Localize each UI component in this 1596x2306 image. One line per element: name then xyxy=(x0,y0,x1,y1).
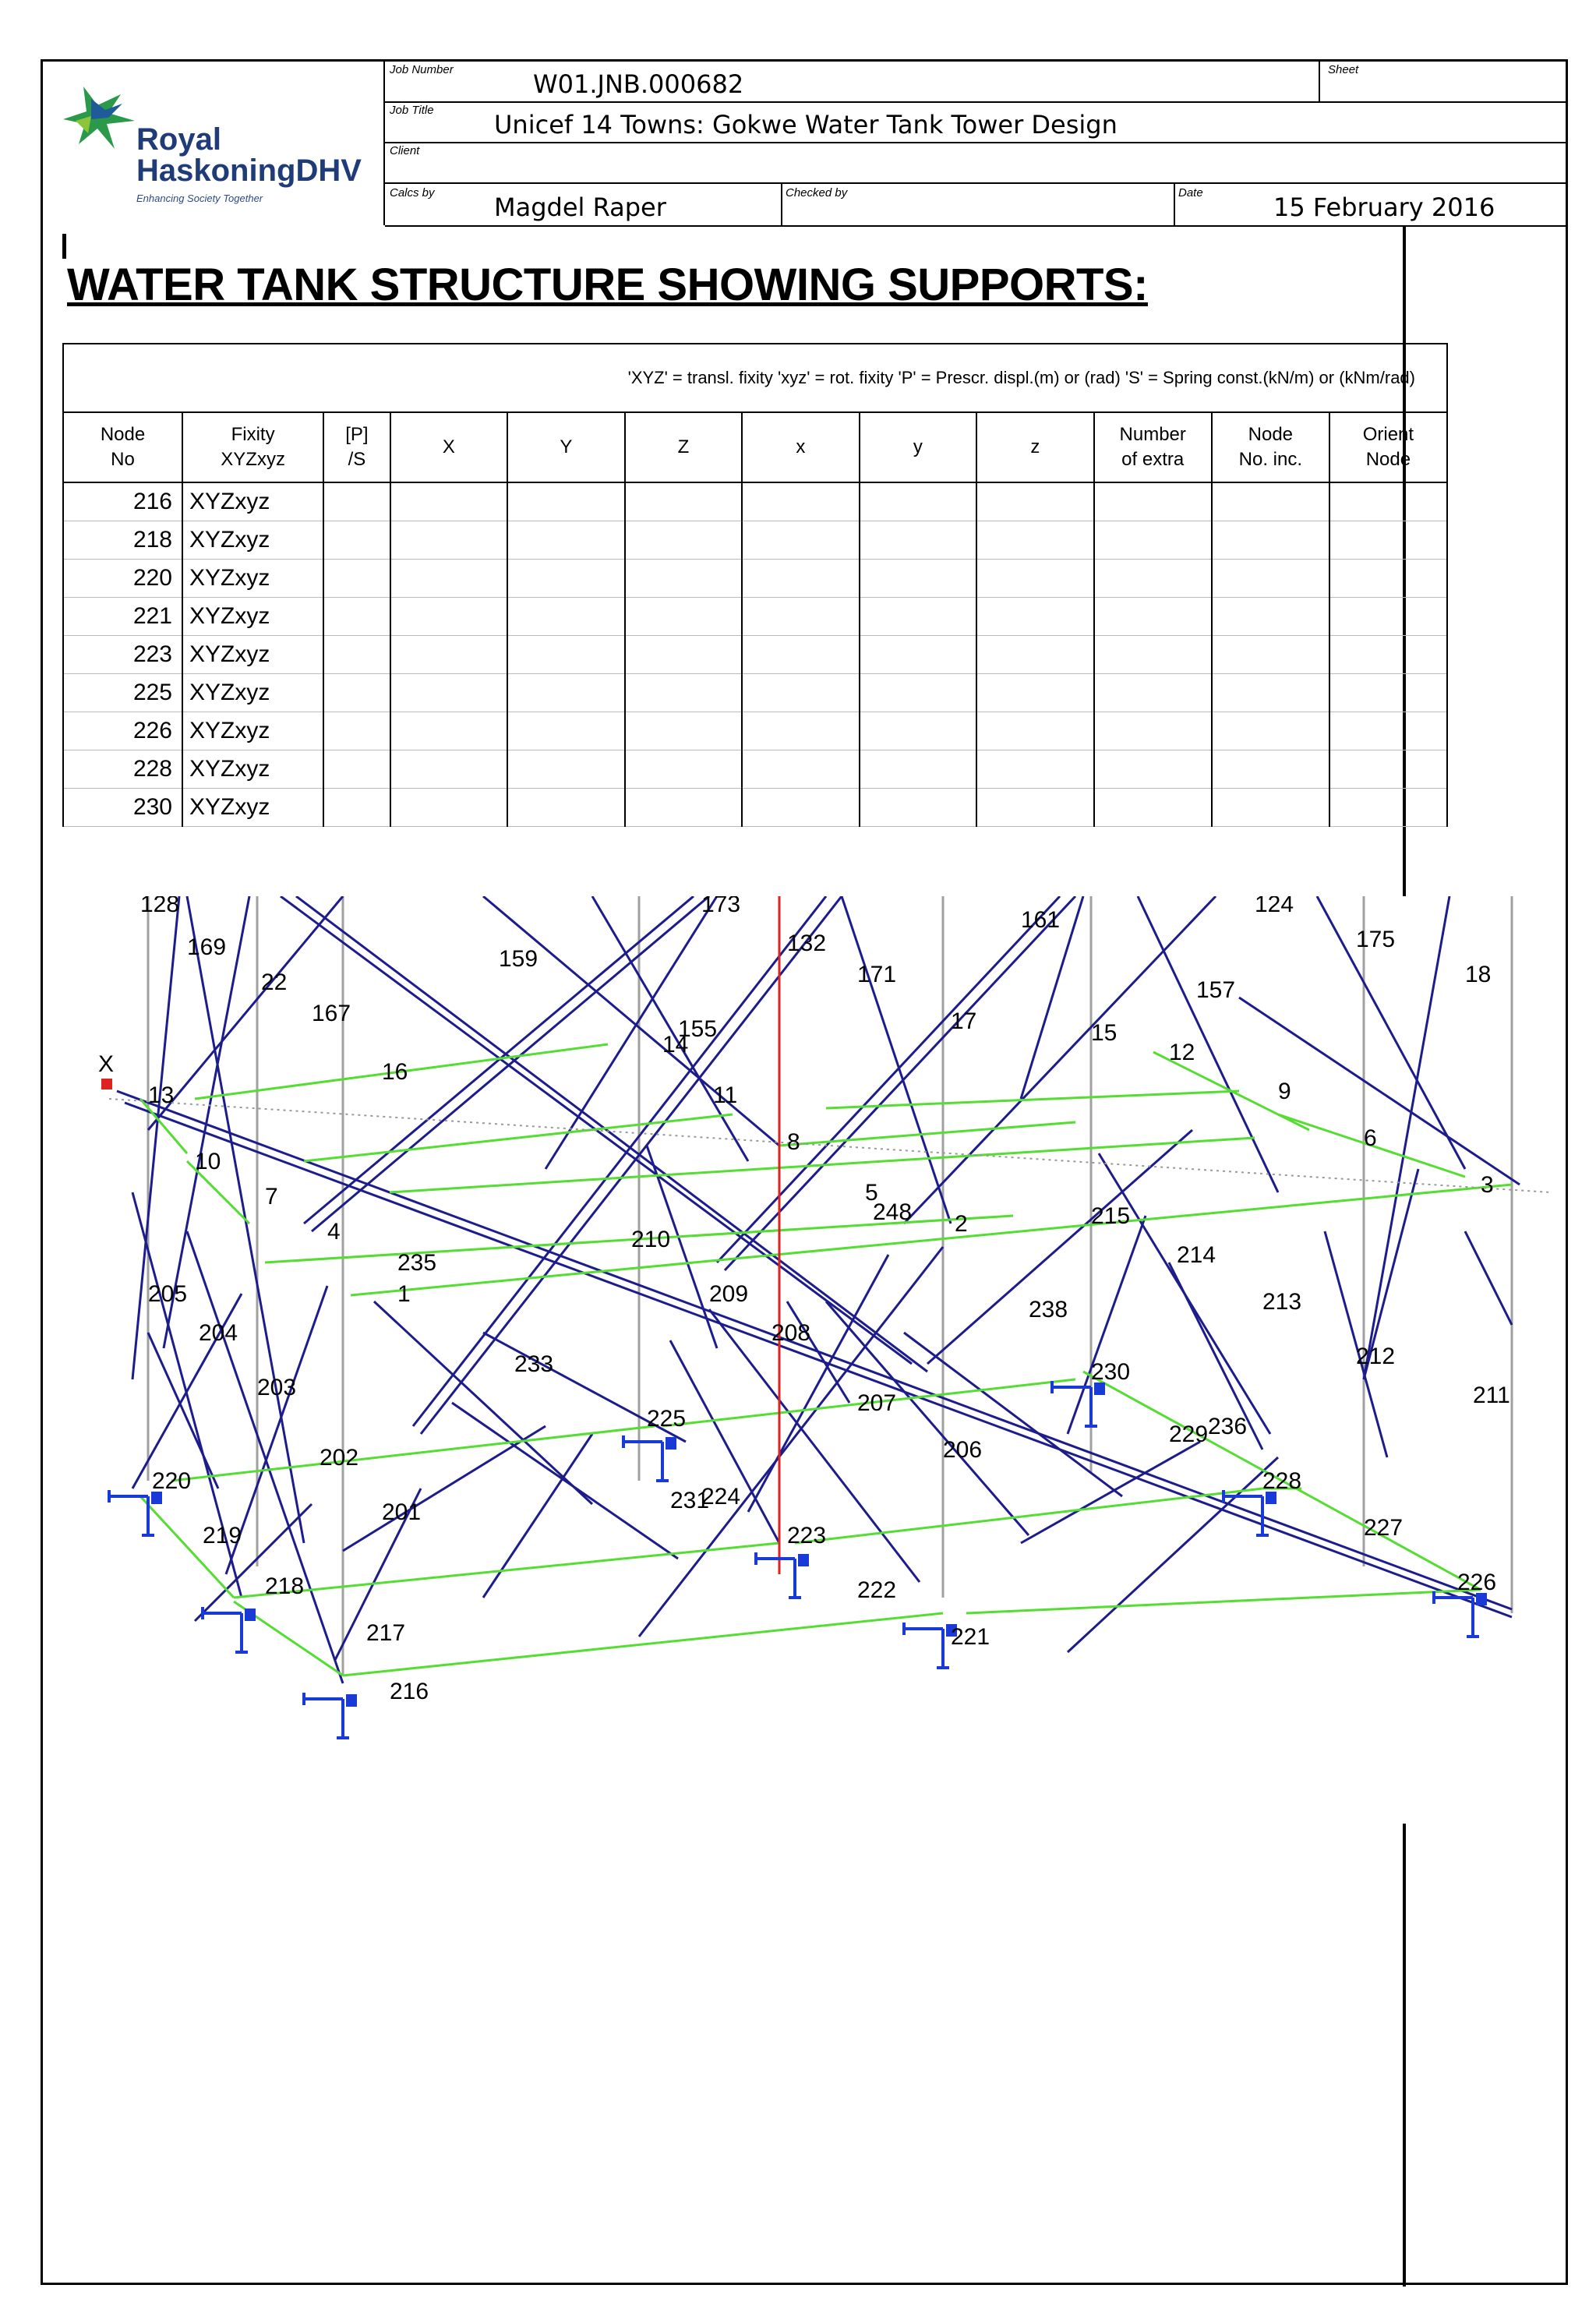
empty-cell xyxy=(860,560,976,598)
column-header-2 xyxy=(323,412,390,482)
job-title-label: Job Title xyxy=(390,104,434,117)
table-row xyxy=(63,560,1447,598)
brace-member xyxy=(195,1504,312,1621)
node-label: 13 xyxy=(148,1082,175,1108)
logo-cell xyxy=(43,62,385,225)
empty-cell xyxy=(625,750,743,789)
empty-cell xyxy=(507,560,625,598)
empty-cell xyxy=(1212,560,1329,598)
empty-cell xyxy=(1094,636,1212,674)
empty-cell xyxy=(507,789,625,827)
empty-cell xyxy=(1212,482,1329,521)
table-header-row xyxy=(63,412,1447,482)
axis-label-x: X xyxy=(98,1051,115,1077)
column-header-line1: Orient xyxy=(1362,424,1414,445)
node-label: 175 xyxy=(1356,927,1396,952)
empty-cell xyxy=(976,598,1093,636)
node-label: 7 xyxy=(265,1184,278,1210)
page-title: WATER TANK STRUCTURE SHOWING SUPPORTS: xyxy=(67,260,1148,310)
empty-cell xyxy=(390,636,508,674)
empty-cell xyxy=(1212,712,1329,750)
node-label: 18 xyxy=(1465,962,1492,987)
node-label: 225 xyxy=(647,1406,687,1432)
logo-name-line1: Royal xyxy=(136,122,221,157)
column-header-line2: XYZxyz xyxy=(221,449,285,470)
node-label: 215 xyxy=(1091,1203,1131,1229)
checked-cell-divider xyxy=(781,183,782,225)
empty-cell xyxy=(860,482,976,521)
empty-cell xyxy=(976,482,1093,521)
node-label: 204 xyxy=(199,1320,238,1346)
column-header-line1: z xyxy=(1030,436,1040,457)
column-header-line1: Number xyxy=(1119,424,1186,445)
empty-cell xyxy=(1094,482,1212,521)
job-title-value: Unicef 14 Towns: Gokwe Water Tank Tower Design xyxy=(494,110,1118,139)
empty-cell xyxy=(625,598,743,636)
empty-cell xyxy=(860,789,976,827)
node-label: 157 xyxy=(1196,977,1236,1003)
empty-cell xyxy=(976,521,1093,560)
job-number-label: Job Number xyxy=(390,63,454,76)
text-cursor-mark xyxy=(62,234,66,259)
node-label: 248 xyxy=(873,1199,913,1225)
empty-cell xyxy=(390,521,508,560)
node-label: 236 xyxy=(1208,1414,1248,1439)
empty-cell xyxy=(1329,750,1447,789)
empty-cell xyxy=(507,636,625,674)
node-number-cell: 226 xyxy=(63,712,182,750)
node-label: 132 xyxy=(787,931,827,956)
empty-cell xyxy=(323,598,390,636)
node-label: 218 xyxy=(265,1573,305,1599)
node-number-cell: 216 xyxy=(63,482,182,521)
brace-member xyxy=(452,1403,678,1559)
empty-cell xyxy=(1329,521,1447,560)
node-label: 10 xyxy=(195,1149,221,1174)
header-row-job-number xyxy=(385,62,1566,103)
column-header-0 xyxy=(63,412,182,482)
support-symbol xyxy=(623,1436,676,1481)
empty-cell xyxy=(1094,598,1212,636)
empty-cell xyxy=(1212,674,1329,712)
logo-wordmark xyxy=(136,124,362,186)
node-label: 6 xyxy=(1364,1125,1377,1151)
support-symbol xyxy=(1434,1591,1487,1637)
empty-cell xyxy=(1329,636,1447,674)
date-value: 15 February 2016 xyxy=(1273,192,1495,222)
node-number-cell: 230 xyxy=(63,789,182,827)
empty-cell xyxy=(976,750,1093,789)
column-header-7 xyxy=(860,412,976,482)
fixity-cell: XYZxyz xyxy=(182,712,323,750)
empty-cell xyxy=(1094,789,1212,827)
diagram-ties xyxy=(140,1044,1512,1676)
brace-member xyxy=(483,896,779,1146)
brace-member xyxy=(413,896,826,1426)
node-label: 167 xyxy=(312,1001,351,1026)
column-header-line1: Y xyxy=(560,436,573,457)
empty-cell xyxy=(323,674,390,712)
column-header-line1: X xyxy=(442,436,455,457)
sheet-label: Sheet xyxy=(1328,63,1359,76)
node-label: 8 xyxy=(787,1129,800,1155)
node-label: 124 xyxy=(1255,896,1294,917)
table-row xyxy=(63,750,1447,789)
empty-cell xyxy=(742,560,859,598)
node-label: 211 xyxy=(1473,1383,1510,1408)
column-header-11 xyxy=(1329,412,1447,482)
empty-cell xyxy=(742,712,859,750)
node-label: 159 xyxy=(499,946,538,972)
node-label: 169 xyxy=(187,934,227,960)
node-label: 206 xyxy=(943,1437,983,1463)
node-label: 231 xyxy=(670,1488,710,1513)
node-label: 233 xyxy=(514,1351,554,1377)
column-header-6 xyxy=(742,412,859,482)
brace-member xyxy=(842,896,951,1224)
node-label: 202 xyxy=(320,1445,359,1471)
brace-member xyxy=(343,1426,546,1551)
column-header-line1: x xyxy=(796,436,806,457)
node-label: 171 xyxy=(857,962,897,987)
empty-cell xyxy=(625,560,743,598)
node-label: 17 xyxy=(951,1008,977,1034)
sheet-right-rule-lower xyxy=(1403,1824,1406,2287)
empty-cell xyxy=(625,712,743,750)
fixity-cell: XYZxyz xyxy=(182,750,323,789)
empty-cell xyxy=(390,712,508,750)
node-label: 22 xyxy=(261,969,288,995)
column-header-line1: Node xyxy=(1248,424,1294,445)
column-header-line1: Node xyxy=(100,424,146,445)
empty-cell xyxy=(1094,712,1212,750)
node-label: 228 xyxy=(1262,1468,1302,1494)
empty-cell xyxy=(976,789,1093,827)
column-header-line2: No. inc. xyxy=(1238,449,1303,470)
logo-tagline: Enhancing Society Together xyxy=(136,192,263,204)
column-header-line1: Z xyxy=(677,436,690,457)
column-header-line2: of extra xyxy=(1121,449,1185,470)
node-label: 217 xyxy=(366,1620,406,1646)
empty-cell xyxy=(1329,482,1447,521)
column-header-line2: /S xyxy=(348,449,366,470)
column-header-line2: No xyxy=(111,449,135,470)
node-label: 11 xyxy=(713,1082,738,1108)
node-label: 214 xyxy=(1177,1242,1216,1268)
empty-cell xyxy=(742,636,859,674)
node-label: 205 xyxy=(148,1281,188,1307)
node-label: 213 xyxy=(1262,1289,1302,1315)
node-label: 222 xyxy=(857,1577,897,1603)
tie-member xyxy=(826,1091,1239,1108)
support-fixity-table xyxy=(62,343,1448,827)
column-header-line1: y xyxy=(913,436,923,457)
empty-cell xyxy=(860,521,976,560)
fixity-cell: XYZxyz xyxy=(182,560,323,598)
node-label: 4 xyxy=(327,1219,341,1245)
header-row-client xyxy=(385,143,1566,184)
brace-member xyxy=(1068,1216,1146,1434)
column-header-4 xyxy=(507,412,625,482)
support-symbol xyxy=(203,1607,256,1652)
node-number-cell: 218 xyxy=(63,521,182,560)
node-label: 201 xyxy=(382,1499,422,1525)
empty-cell xyxy=(323,750,390,789)
fixity-cell: XYZxyz xyxy=(182,636,323,674)
node-label: 219 xyxy=(203,1523,242,1549)
logo-name-line2: HaskoningDHV xyxy=(136,154,362,188)
empty-cell xyxy=(1212,789,1329,827)
empty-cell xyxy=(507,750,625,789)
node-label: 226 xyxy=(1457,1570,1497,1595)
empty-cell xyxy=(1094,674,1212,712)
empty-cell xyxy=(625,789,743,827)
empty-cell xyxy=(1329,674,1447,712)
node-label: 203 xyxy=(257,1375,297,1400)
table-row xyxy=(63,636,1447,674)
node-label: 173 xyxy=(701,896,741,917)
node-label: 16 xyxy=(382,1059,408,1085)
empty-cell xyxy=(1212,521,1329,560)
support-block xyxy=(798,1554,809,1566)
empty-cell xyxy=(625,636,743,674)
empty-cell xyxy=(1212,598,1329,636)
fixity-cell: XYZxyz xyxy=(182,674,323,712)
tie-member xyxy=(343,1613,943,1676)
empty-cell xyxy=(323,789,390,827)
empty-cell xyxy=(1212,636,1329,674)
empty-cell xyxy=(390,560,508,598)
tie-member xyxy=(171,1426,655,1481)
table-row xyxy=(63,482,1447,521)
table-row xyxy=(63,789,1447,827)
support-symbol xyxy=(756,1552,809,1598)
empty-cell xyxy=(860,674,976,712)
empty-cell xyxy=(1094,750,1212,789)
support-symbol xyxy=(304,1693,357,1738)
empty-cell xyxy=(860,598,976,636)
empty-cell xyxy=(1094,560,1212,598)
table-legend-row xyxy=(63,344,1447,412)
date-label: Date xyxy=(1178,186,1203,200)
brace-member xyxy=(1138,896,1278,1192)
node-number-cell: 223 xyxy=(63,636,182,674)
table-row xyxy=(63,674,1447,712)
node-label: 230 xyxy=(1091,1359,1131,1385)
node-label: 221 xyxy=(951,1624,990,1650)
empty-cell xyxy=(625,482,743,521)
node-label: 229 xyxy=(1169,1421,1209,1447)
node-label: 223 xyxy=(787,1523,827,1549)
empty-cell xyxy=(1329,712,1447,750)
empty-cell xyxy=(742,750,859,789)
empty-cell xyxy=(976,560,1093,598)
column-header-3 xyxy=(390,412,508,482)
node-label: 161 xyxy=(1021,907,1061,933)
header-row-job-title xyxy=(385,102,1566,143)
empty-cell xyxy=(323,712,390,750)
node-label: 212 xyxy=(1356,1344,1396,1369)
node-label: 209 xyxy=(709,1281,749,1307)
date-cell-divider xyxy=(1174,183,1175,225)
node-label: 128 xyxy=(140,896,180,917)
empty-cell xyxy=(860,750,976,789)
fixity-cell: XYZxyz xyxy=(182,521,323,560)
header-row-calcs xyxy=(385,183,1566,227)
empty-cell xyxy=(323,521,390,560)
tie-member xyxy=(966,1590,1481,1613)
support-block xyxy=(346,1694,357,1707)
empty-cell xyxy=(1329,598,1447,636)
fixity-cell: XYZxyz xyxy=(182,789,323,827)
node-label: 224 xyxy=(701,1484,741,1510)
empty-cell xyxy=(507,712,625,750)
node-number-cell: 225 xyxy=(63,674,182,712)
node-label: 2 xyxy=(955,1211,968,1237)
empty-cell xyxy=(742,521,859,560)
empty-cell xyxy=(507,674,625,712)
node-label: 15 xyxy=(1091,1020,1118,1046)
diagram-columns xyxy=(148,896,1512,1676)
empty-cell xyxy=(742,674,859,712)
empty-cell xyxy=(507,482,625,521)
fixity-cell: XYZxyz xyxy=(182,482,323,521)
node-label: 155 xyxy=(678,1016,718,1042)
table-row xyxy=(63,521,1447,560)
brace-member xyxy=(296,896,927,1372)
empty-cell xyxy=(1094,521,1212,560)
empty-cell xyxy=(323,482,390,521)
fixity-legend: 'XYZ' = transl. fixity 'xyz' = rot. fixity 'P' = Prescr. displ.(m) or (rad) 'S' = Spring const.(kN/m) or (kNm/rad) xyxy=(63,344,1447,412)
column-header-9 xyxy=(1094,412,1212,482)
fixity-cell: XYZxyz xyxy=(182,598,323,636)
empty-cell xyxy=(390,598,508,636)
brace-member xyxy=(1465,1231,1512,1325)
empty-cell xyxy=(323,560,390,598)
node-label: 235 xyxy=(397,1250,437,1276)
empty-cell xyxy=(976,674,1093,712)
empty-cell xyxy=(976,712,1093,750)
node-number-cell: 221 xyxy=(63,598,182,636)
empty-cell xyxy=(390,482,508,521)
node-label: 3 xyxy=(1481,1172,1494,1198)
checked-by-label: Checked by xyxy=(786,186,848,200)
client-label: Client xyxy=(390,144,420,157)
empty-cell xyxy=(625,674,743,712)
empty-cell xyxy=(976,636,1093,674)
column-header-line1: [P] xyxy=(345,424,369,445)
job-number-value: W01.JNB.000682 xyxy=(533,69,744,99)
empty-cell xyxy=(507,521,625,560)
node-label: 238 xyxy=(1029,1297,1068,1323)
empty-cell xyxy=(390,750,508,789)
empty-cell xyxy=(860,636,976,674)
brace-member xyxy=(483,1434,592,1598)
node-label: 12 xyxy=(1169,1040,1195,1065)
empty-cell xyxy=(390,789,508,827)
node-label: 5 xyxy=(865,1180,878,1206)
node-label: 1 xyxy=(397,1281,411,1307)
empty-cell xyxy=(390,674,508,712)
axis-origin-marker xyxy=(101,1079,112,1089)
column-header-line2: Node xyxy=(1365,449,1411,470)
brace-member xyxy=(374,1301,592,1504)
node-label: 220 xyxy=(152,1468,192,1494)
node-label: 210 xyxy=(631,1227,671,1252)
sheet-cell-divider xyxy=(1319,62,1320,101)
node-number-cell: 220 xyxy=(63,560,182,598)
column-header-line1: Fixity xyxy=(231,424,275,445)
calcs-by-label: Calcs by xyxy=(390,186,435,200)
node-label: 227 xyxy=(1364,1515,1404,1541)
column-header-5 xyxy=(625,412,743,482)
empty-cell xyxy=(507,598,625,636)
node-label: 207 xyxy=(857,1390,897,1416)
support-block xyxy=(666,1437,676,1450)
tie-member xyxy=(304,1114,733,1161)
column-header-8 xyxy=(976,412,1093,482)
empty-cell xyxy=(742,598,859,636)
empty-cell xyxy=(742,789,859,827)
column-header-10 xyxy=(1212,412,1329,482)
empty-cell xyxy=(742,482,859,521)
node-label: 216 xyxy=(390,1679,429,1704)
empty-cell xyxy=(1329,560,1447,598)
empty-cell xyxy=(1329,789,1447,827)
node-label: 208 xyxy=(772,1320,811,1346)
brace-member xyxy=(927,1130,1192,1364)
empty-cell xyxy=(1212,750,1329,789)
brace-member xyxy=(1068,1457,1278,1652)
table-row xyxy=(63,598,1447,636)
support-symbol xyxy=(904,1623,957,1668)
tie-member xyxy=(779,1122,1075,1146)
empty-cell xyxy=(860,712,976,750)
tie-member xyxy=(234,1543,779,1598)
structure-diagram xyxy=(47,896,1559,1824)
node-label: 9 xyxy=(1278,1079,1291,1104)
calcs-by-value: Magdel Raper xyxy=(494,192,666,222)
empty-cell xyxy=(323,636,390,674)
table-row xyxy=(63,712,1447,750)
node-label: 14 xyxy=(662,1032,689,1058)
support-block xyxy=(245,1609,256,1621)
node-number-cell: 228 xyxy=(63,750,182,789)
empty-cell xyxy=(625,521,743,560)
column-header-1 xyxy=(182,412,323,482)
